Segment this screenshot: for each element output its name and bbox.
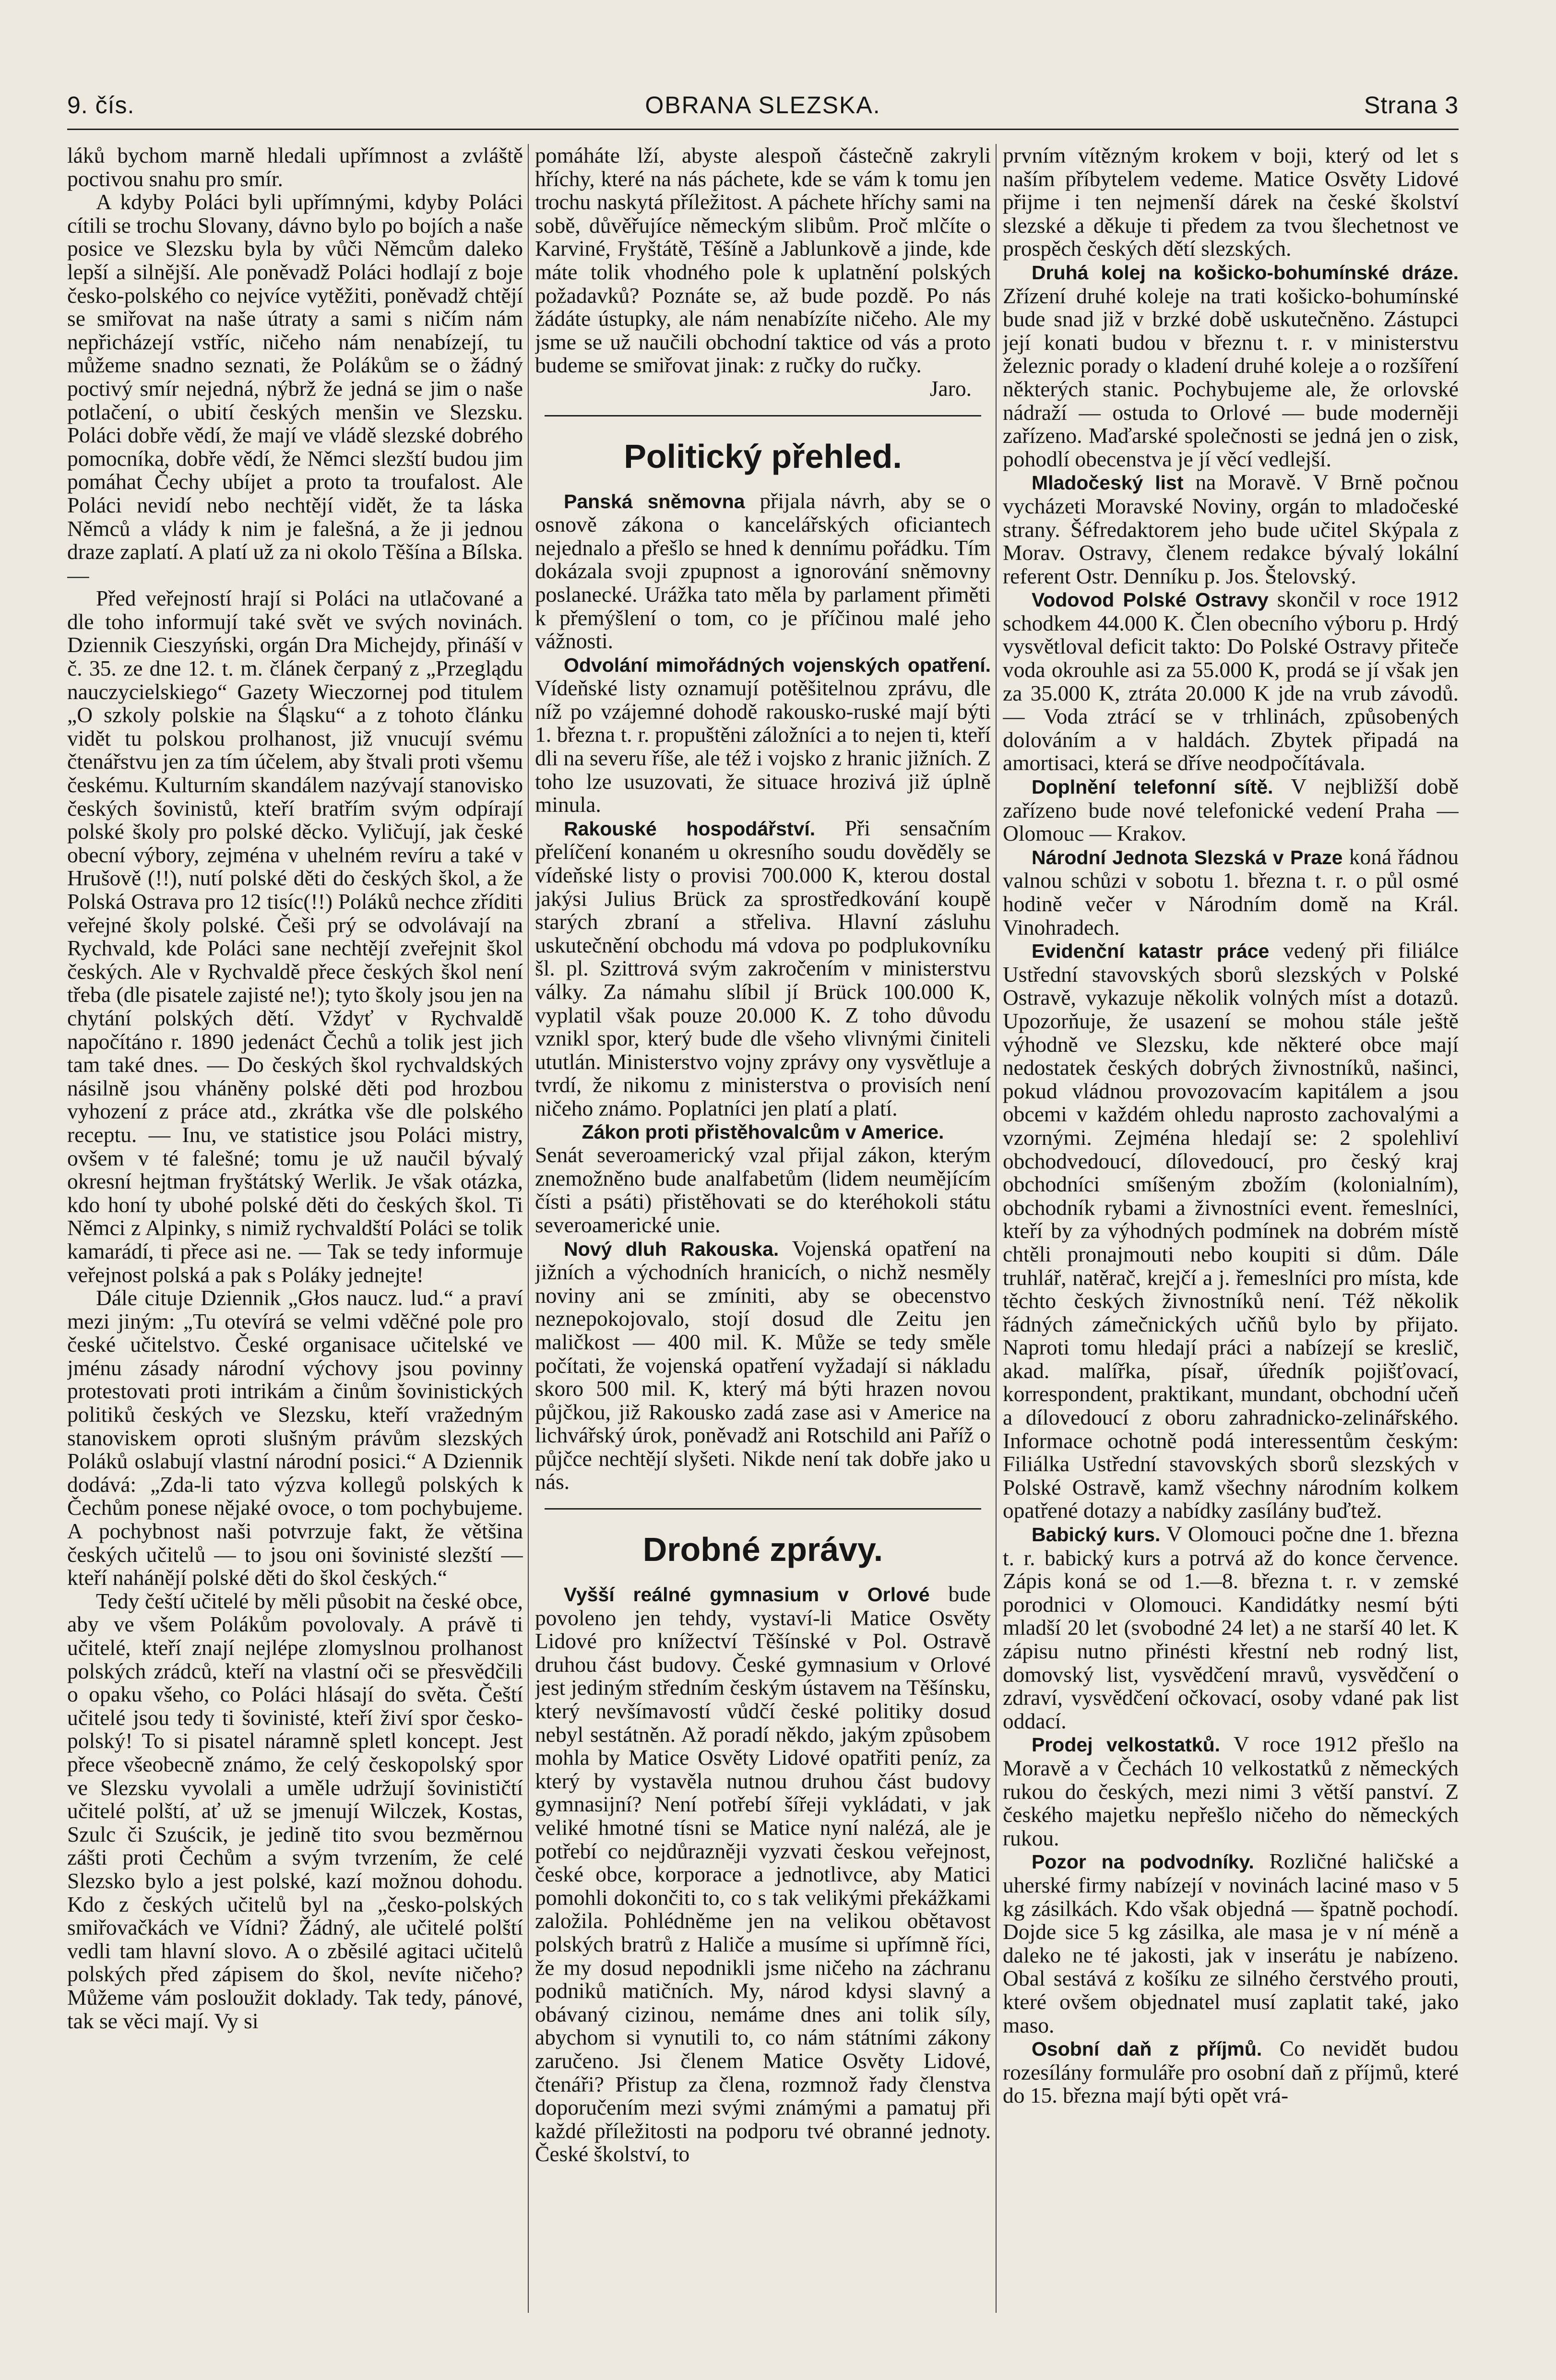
news-item: [1003, 1523, 1459, 1733]
issue-number: 9. čís.: [67, 92, 135, 119]
item-headline: Zákon proti přistěhovalcům v Americe.: [582, 1120, 944, 1143]
item-text: skončil v roce 1912 schodkem 44.000 K. Člen obecního výboru p. Hrdý vysvětloval deficit takto: Do Polské Ostravy přiteče voda okrouhle asi za 55.000 K, prodá se jí však jen za 35.000 K, ztráta 20.000 K jde na vrub závodů. — Voda ztrácí se v trhlinách, způsobených dolováním a v haldách. Zbytek připadá na amortisaci, která se dříve neodpočítávala.: [1003, 587, 1459, 775]
news-item: [1003, 471, 1459, 588]
page-header: [67, 91, 1459, 130]
item-headline: Národní Jednota Slezská v Praze: [1032, 846, 1343, 869]
column-divider: [996, 144, 997, 2313]
page-number: Strana 3: [1364, 92, 1459, 119]
item-text: Při sensačním přelíčení konaném u okresního soudu dověděly se vídeňské listy o provisi 700.000 K, kterou dostal jakýsi Julius Brück za sprostředkování koupě starých zbraní a střeliva. Hlavní zásluhu uskutečnění obchodu má vdova po podplukovníku šl. pl. Szittrová svým zakročením v ministerstvu války. Za námahu slíbil jí Brück 100.000 K, vyplatil však pouze 20.000 K. Z toho důvodu vznikl spor, který bude dle všeho vlivnými činiteli ututlán. Ministerstvo vojny zprávy ony vysvětluje a tvrdí, že nikomu z ministerstva o provisích není ničeho známo. Poplatníci jen platí a platí.: [535, 815, 991, 1120]
paragraph: Před veřejností hrají si Poláci na utlačované a dle toho informují také svět ve svých novinách. Dziennik Cieszyński, orgán Dra Michejdy, přináší v č. 35. ze dne 12. t. m. článek čerpaný z „Przeglądu nauczycielskiego“ Gazety Wieczornej pod titulem „O szkoly polskie na Śląsku“ a z tohoto článku vidět tu polskou prolhanost, již vnucují svému čtenářstvu jen za tím účelem, aby štvali proti všemu českému. Kulturním skandálem nazývají stanovisko českých šovinistů, kteří bratřím svým odpírají polské školy pro polské děcko. Vyličují, jak české obecní výbory, zejména v uhelném revíru a také v Hrušově (!!), nutí polské děti do českých škol, a že Polská Ostrava pro 12 tisíc(!!) Poláků nechce zříditi veřejné školy polské. Češi prý se odvolávají na Rychvald, kde Poláci sane nechtějí zveřejnit škol českých. Ale v Rychvaldě přece českých škol není třeba (dle pisatele zajisté ne!); tyto školy jsou jen na chytání polských dětí. Vždyť v Rychvaldě napočítáno r. 1890 jedenáct Čechů a tolik jest jich tam také dnes. — Do českých škol rychvaldských násilně jsou vháněny polské děti pod hrozbou vyhození z práce atd., zkrátka vše dle polského receptu. — Inu, ve statistice jsou Poláci mistry, ovšem v té falešné; tomu je už naučil bývalý okresní hejtman fryštátský Werlik. Je však otázka, kdo honí ty ubohé polské děti do českých škol. Ti Němci z Alpinky, s nimiž rychvaldští Poláci se tolik kamarádí, ti přece asi ne. — Tak se tedy informuje veřejnost polská a pak s Poláky jednejte!: [67, 586, 523, 1287]
item-text: bude povoleno jen tehdy, vystaví-li Matice Osvěty Lidové pro knížectví Těšínské v Pol. Ostravě druhou část budovy. České gymnasium v Orlové jest jediným středním českým ústavem na Těšínsku, který nevšímavostí vůdčí české politiky dosud nebyl sestátněn. Až poradí někdo, jakým způsobem mohla by Matice Osvěty Lidové opatřiti peníz, za který by vystavěla nutnou druhou část budovy gymnasijní? Není potřebí šířeji vykládati, v jak veliké hmotné tísni se Matice nyní nalézá, ale je potřebí co nejdůrazněji vyzvati českou veřejnost, české obce, korporace a jednotlivce, aby Matici pomohli dokončiti to, co s tak velikými překážkami založila. Pohlédněme jen na velikou obětavost polských bratrů z Haliče a musíme si upřímně říci, že my dosud nepodnikli jsme ničeho na záchranu podniků matičních. My, národ kdysi slavný a obávaný cizinou, nemáme dnes ani tolik síly, abychom si vynutili to, co nám státními zákony zaručeno. Jsi členem Matice Osvěty Lidové, čtenáři? Přistup za člena, rozmnož řady členstva doporučením mezi svými známými a pamatuj při každé příležitosti na podporu tvé obranné jednoty. České školství, to: [535, 1582, 991, 2166]
column-1: [67, 144, 523, 2351]
news-item: [535, 1583, 991, 2166]
item-headline: Druhá kolej na košicko-bohumínské dráze.: [1032, 261, 1459, 284]
news-item: [1003, 1733, 1459, 1850]
item-headline: Prodej velkostatků.: [1032, 1734, 1221, 1756]
paragraph: A kdyby Poláci byli upřímnými, kdyby Poláci cítili se trochu Slovany, dávno bylo po bojích a naše posice ve Slezsku byla by vůči Němcům daleko lepší a silnější. Ale poněvadž Poláci hodlají z boje česko-polského co nejvíce vytěžiti, poněvadž chtějí se smiřovat na naše útraty a sami s ničím nám nepřicházejí vstříc, ničeho nám nenabízejí, tu můžeme snadno seznati, že Polákům se o žádný poctivý smír nejedná, nýbrž že jedná se jim o naše potlačení, o ubití českých menšin ve Slezsku. Poláci dobře vědí, že mají ve vládě slezské dobrého pomocníka, dobře vědí, že Němci slezští budou jim pomáhat Čechy ubíjet a proto ta troufalost. Ale Poláci nevidí nebo nechtějí vidět, že ta láska Němců a vlády k nim je falešná, a že ji jednou draze zaplatí. A platí už za ni okolo Těšína a Bílska. —: [67, 190, 523, 587]
item-text: Vojenská opatření na jižních a východních hranicích, o nichž nesměly noviny ani se zmíniti, aby se obecenstvo neznepokojovalo, stojí dosud dle Zeitu jen maličkost — 400 mil. K. Může se tedy směle počítati, že vojenská opatření vyžadají si nákladu skoro 500 mil. K, který má býti hrazen novou půjčkou, již Rakousko zadá zase asi v Americe na lichvářský úrok, poněvadž ani Rotschild ani Paříž o půjčce nechtějí slyšeti. Nikde není tak dobře jako u nás.: [535, 1236, 991, 1494]
news-item: [535, 653, 991, 817]
item-text: Vídeňské listy oznamují potěšitelnou zprávu, dle níž po vzájemné dohodě rakousko-ruské mají býti 1. března t. r. propuštěni záložníci a to nejen ti, kteří dli na severu říše, ale též i vojsko z hranic jižních. Z toho lze usuzovati, že situace hrozivá již úplně minula.: [535, 676, 991, 817]
news-item: [1003, 1850, 1459, 2037]
item-headline: Mladočeský list: [1032, 472, 1184, 494]
news-item: [1003, 939, 1459, 1523]
item-text: Co nevidět budou rozesílány formuláře pro osobní daň z příjmů, které do 15. března mají býti opět vrá-: [1003, 2036, 1459, 2108]
section-title-news: Drobné zprávy.: [642, 1531, 883, 1569]
news-item: [1003, 775, 1459, 845]
item-text: koná řádnou valnou schůzi v sobotu 1. března t. r. o půl osmé hodině večer v Národním domě na Král. Vinohradech.: [1003, 844, 1459, 940]
item-headline: Babický kurs.: [1032, 1523, 1161, 1546]
news-item: [535, 1237, 991, 1494]
column-3: [1003, 144, 1459, 2351]
item-text: na Moravě. V Brně počnou vycházeti Moravské Noviny, orgán to mladočeské strany. Šéfredaktorem jeho bude učitel Skýpala z Morav. Ostravy, členem redakce bývalý lokální referent Ostr. Denníku p. Jos. Štelovský.: [1003, 470, 1459, 588]
section-rule: [545, 1508, 981, 1510]
paragraph: Dále cituje Dziennik „Głos naucz. lud.“ a praví mezi jiným: „Tu otevírá se velmi vděčné pole pro české učitelstvo. České organisace učitelské ve jménu zásady národní výchovy jsou povinny protestovati proti intrikám a činům šovinistických politiků českých ve Slezsku, kteří vražedným stanoviskem oproti slušným právům slezských Poláků oslabují vlastní národní posici.“ A Dziennik dodává: „Zda-li tato výzva kollegů polských k Čechům ponese nějaké ovoce, o tom pochybujeme. A pochybnost naši potvrzuje fakt, že většina českých učitelů — to jsou oni šovinisté slezští — kteří nahánějí polské děti do škol českých.“: [67, 1285, 523, 1590]
item-text: Zřízení druhé koleje na trati košicko-bohumínské bude snad již v brzké době uskutečněno. Zástupci její konati budou v březnu t. r. v ministerstvu železnic porady o kladení druhé koleje a o rozšíření některých stanic. Pochybujeme ale, že orlovské nádraží — ostuda to Orlové — bude moderněji zařízeno. Maďarské společnosti se jedná jen o zisk, pohodlí obecenstva je jí věcí vedlejší.: [1003, 283, 1459, 471]
section-rule: [545, 415, 981, 416]
news-item: [1003, 2037, 1459, 2107]
item-headline: Osobní daň z příjmů.: [1032, 2038, 1262, 2060]
news-item: [1003, 261, 1459, 471]
item-headline: Panská sněmovna: [564, 490, 745, 512]
newspaper-title: OBRANA SLEZSKA.: [645, 92, 881, 119]
item-text: vedený při filiálce Ustřední stavovských sborů slezských v Polské Ostravě, vykazuje několik volných míst a dotazů. Upozorňuje, že usazení se mohou stále ještě výhodně ve Slezsku, kde některé obce mají nedostatek českých dobrých živnostníků, našinci, pokud vládnou provozovacím kapitálem a jsou obcemi v každém ohledu naprosto zachovalými a vzornými. Zejména hledají se: 2 spolehliví obchodvedoucí, dílovedoucí, pro český kraj obchodníci smíšeným zbožím (kolonialním), obchodník rybami a živnostníci event. řemeslníci, kteří by za výhodných podmínek na dobrém místě chtěli pronajmouti nebo koupiti si dům. Dále truhlář, natěrač, krejčí a j. řemeslníci pro místa, kde těchto českých živnostníků není. Též několik řádných zámečnických učňů bylo by přijato. Naproti tomu hledají práci a nabízejí se kreslič, akad. malířka, písař, úředník pojišťovací, korrespondent, praktikant, mundant, obchodní učeň a dílovedoucí z oboru zahradnicko-zelinářského. Informace ochotně podá interessentům českým: Filiálka Ustřední stavovských sborů slezských v Polské Ostravě, kamž všechny národním kolkem opatřené dotazy a nabídky zasílány buďtež.: [1003, 938, 1459, 1523]
item-headline: Pozor na podvodníky.: [1032, 1851, 1254, 1873]
paragraph: Tedy čeští učitelé by měli působit na české obce, aby ve všem Polákům povolovaly. A právě ti učitelé, kteří znají nejlépe zlomyslnou prolhanost polských zrádců, kteří na vlastní oči se přesvědčili o opaku všeho, co Poláci hlásají do světa. Čeští učitelé jsou tedy ti šovinisté, kteří živí spor česko-polský! To si pisatel náramně spletl koncept. Jest přece všeobecně známo, že celý českopolský spor ve Slezsku vyvolali a uměle udržují šovinističtí učitelé polští, ať už se jmenují Wilczek, Kostas, Szulc či Szuścik, je jedině tito svou bezměrnou zášti proti Čechům a svým tvrzením, že celé Slezsko bylo a jest polské, kazí možnou dohodu. Kdo z českých učitelů byl na „česko-polských smiřovačkách ve Vídni? Žádný, ale učitelé polští vedli tam hlavní slovo. A o zběsilé agitaci učitelů polských před zápisem do škol, nevíte ničeho? Můžeme vám posloužit doklady. Tak tedy, pánové, tak se věci mají. Vy si: [67, 1588, 523, 2033]
section-title-political: Politický přehled.: [624, 437, 902, 475]
item-headline: Rakouské hospodářství.: [564, 817, 816, 840]
news-item: [1003, 588, 1459, 775]
item-text: Rozličné haličské a uherské firmy nabízejí v novinách laciné maso v 5 kg zásilkách. Kdo však objedná — špatně pochodí. Dojde sice 5 kg zásilka, ale masa je v ní méně a daleko ne té jakosti, jak v inserátu je nabízeno. Obal sestává z košíku ze silného čerstvého prouti, které ovšem objednatel musí zaplatit také, jako maso.: [1003, 1849, 1459, 2037]
item-text: Senát severoamerický vzal přijal zákon, kterým znemožněno bude analfabetům (lidem neumějícím čísti a psáti) přistěhovati se do kteréhokoli státu severoamerické unie.: [535, 1142, 991, 1237]
news-item: [1003, 845, 1459, 939]
item-text: V nejbližší době zařízeno bude nové telefonické vedení Praha — Olomouc — Krakov.: [1003, 774, 1459, 846]
item-headline: Vyšší reálné gymnasium v Orlové: [564, 1583, 930, 1606]
item-headline: Evidenční katastr práce: [1032, 940, 1270, 963]
item-text: přijala návrh, aby se o osnově zákona o kancelářských oficiantech nejednalo a přešlo se hned k dennímu pořádku. Tím dokázala svoji zpupnost a ignorování sněmovny poslanecké. Urážka tato měla by parlament přiměti k přemýšlení o tom, co je příčinou malé jeho vážnosti.: [535, 488, 991, 654]
item-text: V Olomouci počne dne 1. března t. r. babický kurs a potrvá až do konce července. Zápis koná se od 1.—8. března t. r. v zemské porodnici v Olomouci. Kandidátky nesmí býti mladší 20 let (svobodné 24 let) a ne starší 40 let. K zápisu nutno přinésti křestní neb rodný list, domovský list, vysvědčení mravů, vysvědčení o zdraví, vysvědčení očkovací, osoby vdané pak list oddací.: [1003, 1522, 1459, 1733]
item-headline: Doplnění telefonní sítě.: [1032, 776, 1273, 798]
author-signature: Jaro.: [929, 376, 972, 401]
paragraph: láků bychom marně hledali upřímnost a zvláště poctivou snahu pro smír.: [67, 144, 523, 191]
news-item: [535, 817, 991, 1120]
news-item: [535, 489, 991, 653]
item-headline: Nový dluh Rakouska.: [564, 1238, 779, 1260]
item-text: V roce 1912 přešlo na Moravě a v Čechách 10 velkostatků z německých rukou do českých, mezi nimi 3 větší panství. Z českého majetku nepřešlo ničeho do německých rukou.: [1003, 1732, 1459, 1850]
paragraph: prvním vítězným krokem v boji, který od let s naším příbytelem vedeme. Matice Osvěty Lidové přijme i ten nejmenší dárek na české školství slezské a děkuje ti předem za tvou šlechetnost ve prospěch českých dětí slezských.: [1003, 144, 1459, 261]
item-headline: Vodovod Polské Ostravy: [1032, 589, 1269, 611]
header-rule: [67, 129, 1459, 130]
column-divider: [528, 144, 529, 2313]
column-2: [535, 144, 991, 2351]
paragraph: pomáháte lží, abyste alespoň částečně zakryli hříchy, které na nás páchete, kde se vám k tomu jen trochu naskytá příležitost. A páchete hříchy sami na sobě, důvěřujíce německým slibům. Proč mlčíte o Karviné, Fryštátě, Těšíně a Jablunkově a jinde, kde máte tolik vhodného pole k uplatnění polských požadavků? Poznáte se, až bude pozdě. Po nás žádáte ústupky, ale nám nenabízíte ničeho. Ale my jsme se už naučili obchodní taktice od vás a proto budeme se smiřovat jinak: z ručky do ručky.: [535, 144, 991, 378]
item-headline: Odvolání mimořádných vojenských opatření.: [564, 654, 991, 676]
